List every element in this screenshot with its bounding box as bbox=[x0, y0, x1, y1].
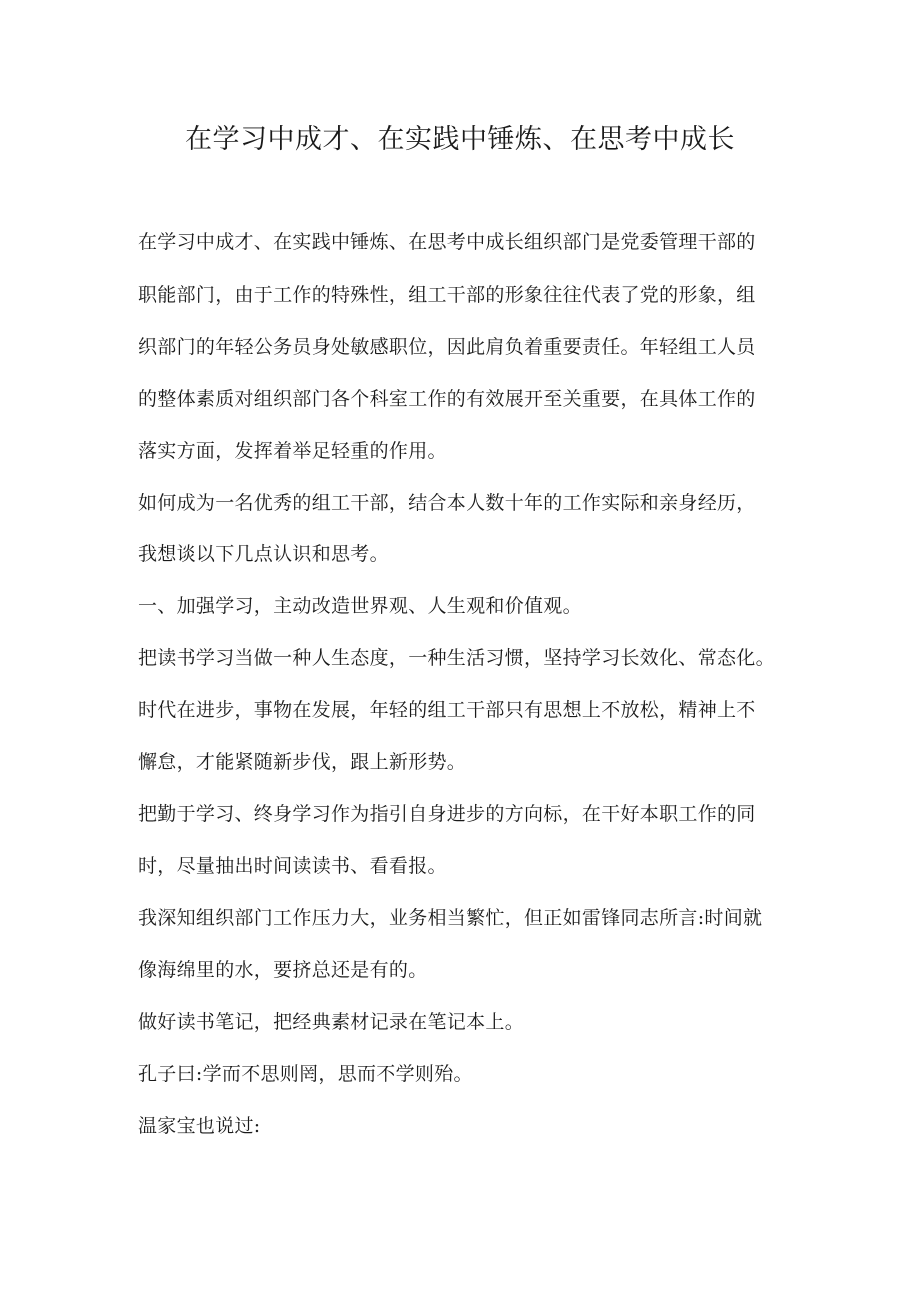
body-line: 懈怠，才能紧随新步伐，跟上新形势。 bbox=[138, 751, 467, 773]
body-line: 我想谈以下几点认识和思考。 bbox=[138, 543, 389, 565]
body-line: 落实方面，发挥着举足轻重的作用。 bbox=[138, 440, 447, 462]
section-heading: 一、加强学习，主动改造世界观、人生观和价值观。 bbox=[138, 595, 582, 617]
body-line: 做好读书笔记，把经典素材记录在笔记本上。 bbox=[138, 1011, 525, 1033]
body-line: 如何成为一名优秀的组工干部，结合本人数十年的工作实际和亲身经历， bbox=[138, 492, 756, 514]
body-line: 职能部门，由于工作的特殊性，组工干部的形象往往代表了党的形象，组 bbox=[138, 284, 756, 306]
body-line: 的整体素质对组织部门各个科室工作的有效展开至关重要，在具体工作的 bbox=[138, 388, 756, 410]
body-line: 把勤于学习、终身学习作为指引自身进步的方向标，在干好本职工作的同 bbox=[138, 803, 756, 825]
body-line: 织部门的年轻公务员身处敏感职位，因此肩负着重要责任。年轻组工人员 bbox=[138, 336, 756, 358]
body-line: 我深知组织部门工作压力大，业务相当繁忙，但正如雷锋同志所言:时间就 bbox=[138, 907, 763, 929]
body-line: 温家宝也说过: bbox=[138, 1115, 261, 1137]
body-line: 时，尽量抽出时间读读书、看看报。 bbox=[138, 855, 447, 877]
body-line: 把读书学习当做一种人生态度，一种生活习惯，坚持学习长效化、常态化。 bbox=[138, 647, 775, 669]
body-line: 孔子曰:学而不思则罔，思而不学则殆。 bbox=[138, 1063, 473, 1085]
document-title: 在学习中成才、在实践中锤炼、在思考中成长 bbox=[185, 124, 735, 155]
body-line: 在学习中成才、在实践中锤炼、在思考中成长组织部门是党委管理干部的 bbox=[138, 231, 756, 253]
body-line: 时代在进步，事物在发展，年轻的组工干部只有思想上不放松，精神上不 bbox=[138, 699, 756, 721]
body-line: 像海绵里的水，要挤总还是有的。 bbox=[138, 959, 428, 981]
